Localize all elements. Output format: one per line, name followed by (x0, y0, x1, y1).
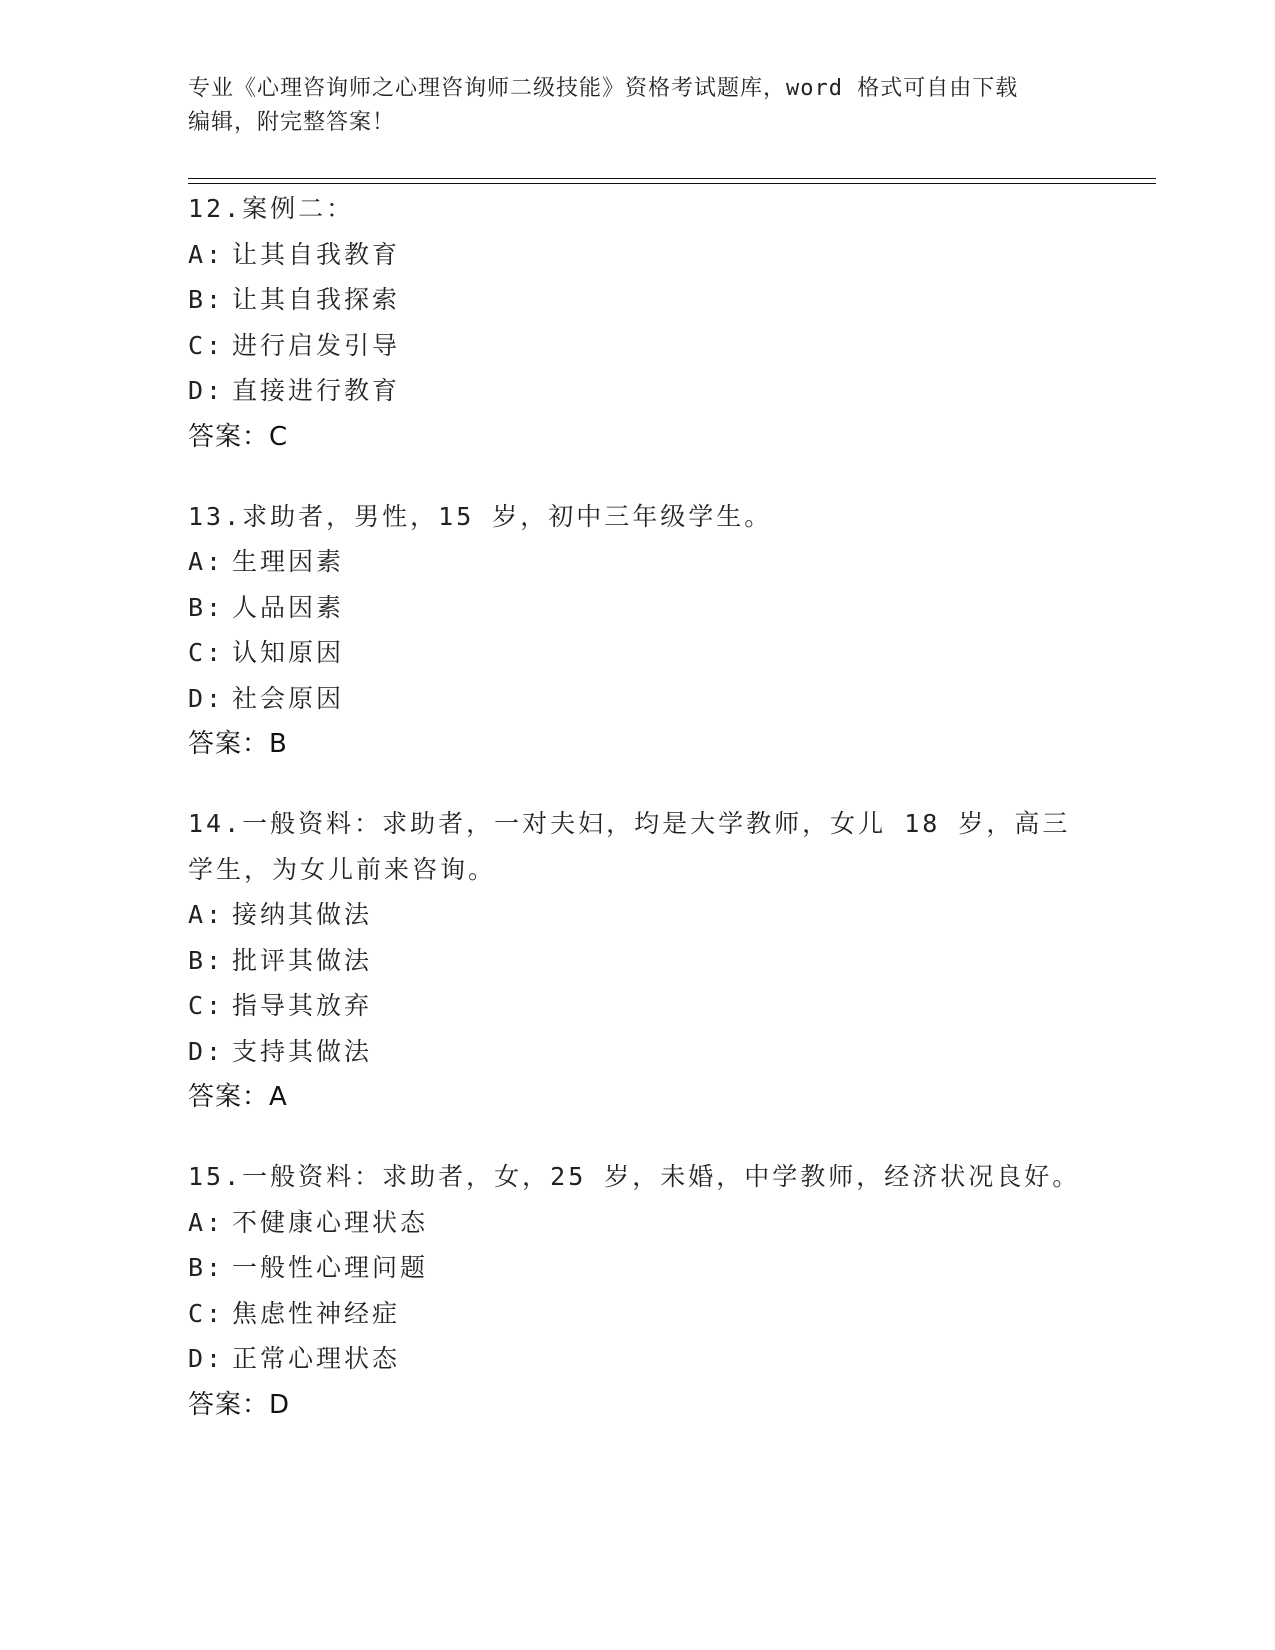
option-b[interactable] (188, 1245, 1088, 1291)
option-letter: B: (188, 285, 225, 314)
option-text: 认知原因 (232, 638, 345, 667)
header-line-2: 编辑，附完整答案！ (188, 110, 396, 135)
option-letter: C: (188, 638, 225, 667)
option-letter: D: (188, 683, 225, 713)
option-text: 让其自我探索 (232, 285, 401, 314)
option-b[interactable] (188, 277, 1088, 323)
option-text: 不健康心理状态 (232, 1207, 429, 1237)
option-c[interactable] (188, 1291, 1088, 1337)
header-divider-top (188, 178, 1156, 179)
option-letter: A: (188, 239, 225, 269)
option-text: 社会原因 (232, 683, 345, 713)
option-letter: D: (188, 1344, 225, 1373)
option-letter: A: (188, 1207, 225, 1237)
answer-label: 答案：C (188, 421, 289, 452)
option-text: 支持其做法 (232, 1036, 373, 1066)
option-letter: A: (188, 900, 225, 929)
question-stem: 13.求助者，男性，15 岁，初中三年级学生。 (188, 501, 773, 531)
option-a[interactable] (188, 892, 1088, 938)
option-text: 直接进行教育 (232, 376, 401, 405)
option-a[interactable] (188, 1200, 1088, 1246)
option-letter: D: (188, 376, 225, 405)
option-c[interactable] (188, 630, 1088, 676)
option-letter: C: (188, 991, 225, 1020)
option-letter: A: (188, 547, 225, 576)
option-letter: C: (188, 1298, 225, 1328)
option-b[interactable] (188, 938, 1088, 984)
answer-label: 答案：B (188, 729, 288, 759)
option-letter: B: (188, 592, 225, 622)
question-14 (188, 801, 1088, 1120)
option-letter: B: (188, 945, 225, 975)
option-c[interactable] (188, 323, 1088, 369)
option-text: 正常心理状态 (232, 1344, 401, 1373)
option-letter: C: (188, 330, 225, 360)
option-d[interactable] (188, 1029, 1088, 1075)
document-header (188, 72, 1088, 140)
question-stem: 12.案例二： (188, 194, 355, 223)
option-a[interactable] (188, 232, 1088, 278)
option-text: 一般性心理问题 (232, 1253, 429, 1282)
option-text: 指导其放弃 (232, 991, 373, 1020)
option-letter: B: (188, 1253, 225, 1282)
header-divider-bottom (188, 183, 1156, 184)
option-text: 让其自我教育 (232, 239, 401, 269)
question-stem: 14.一般资料：求助者，一对夫妇，均是大学教师，女儿 18 岁，高三 (188, 809, 1071, 838)
option-c[interactable] (188, 983, 1088, 1029)
option-text: 人品因素 (232, 592, 345, 622)
answer-label: 答案：D (188, 1389, 291, 1420)
question-15 (188, 1154, 1088, 1428)
question-list (188, 186, 1088, 1462)
header-line-1: 专业《心理咨询师之心理咨询师二级技能》资格考试题库，word 格式可自由下载 (188, 76, 1019, 101)
option-text: 焦虑性神经症 (232, 1298, 401, 1328)
question-stem: 15.一般资料：求助者，女，25 岁，未婚，中学教师，经济状况良好。 (188, 1162, 1081, 1191)
answer-label: 答案：A (188, 1082, 288, 1112)
option-letter: D: (188, 1036, 225, 1066)
option-d[interactable] (188, 676, 1088, 722)
option-text: 进行启发引导 (232, 330, 401, 360)
option-text: 生理因素 (232, 547, 345, 576)
option-text: 批评其做法 (232, 945, 373, 975)
option-a[interactable] (188, 539, 1088, 585)
option-d[interactable] (188, 1336, 1088, 1382)
option-b[interactable] (188, 585, 1088, 631)
question-13 (188, 494, 1088, 768)
question-stem-continued: 学生，为女儿前来咨询。 (188, 854, 497, 884)
question-12 (188, 186, 1088, 460)
option-d[interactable] (188, 368, 1088, 414)
option-text: 接纳其做法 (232, 900, 373, 929)
